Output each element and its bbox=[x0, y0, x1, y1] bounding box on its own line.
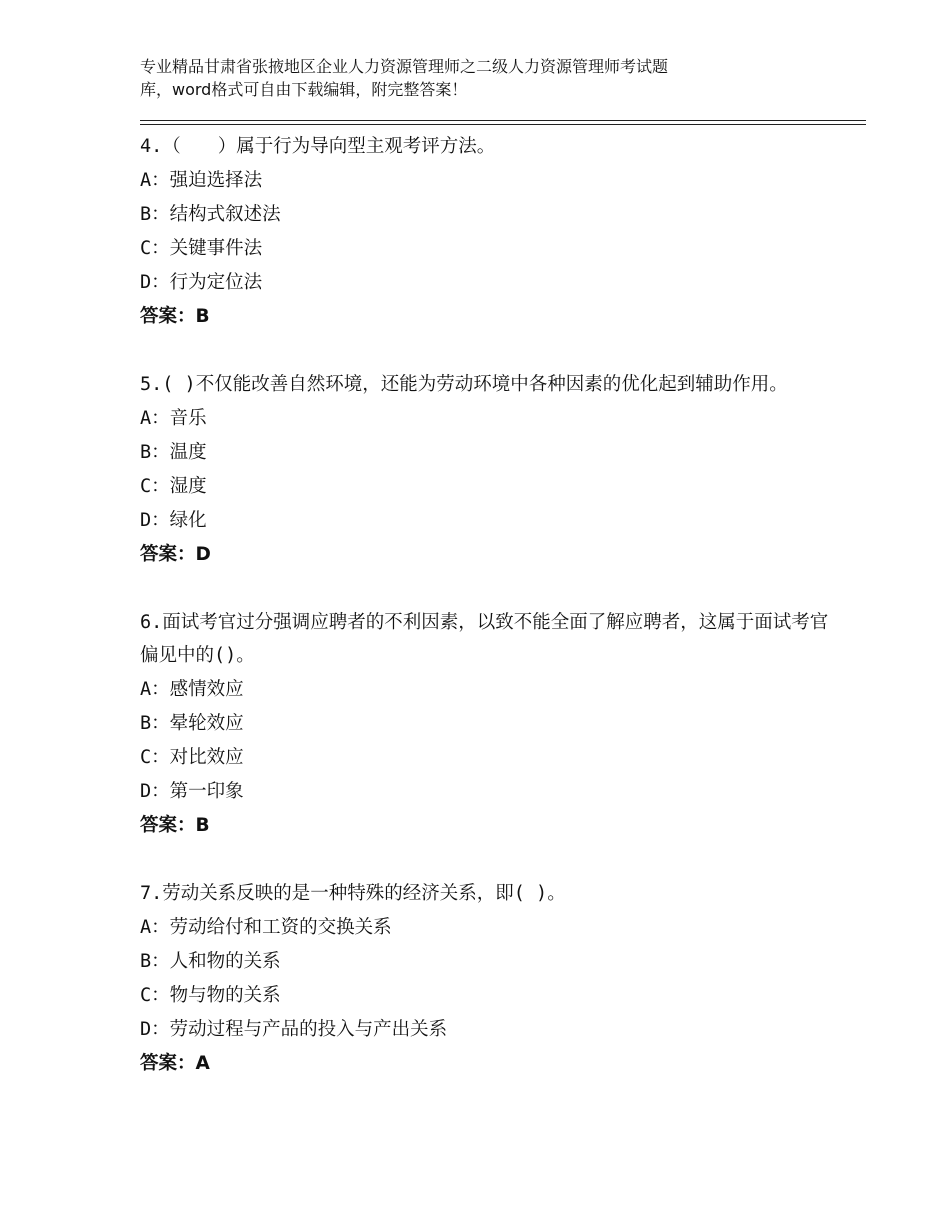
option-c: C：对比效应 bbox=[140, 747, 244, 768]
option-a: A：音乐 bbox=[140, 408, 207, 429]
option-d: D：绿化 bbox=[140, 510, 207, 531]
question-4 bbox=[140, 130, 840, 334]
option-a: A：感情效应 bbox=[140, 679, 244, 700]
option-b: B：温度 bbox=[140, 442, 207, 463]
document-header bbox=[140, 55, 800, 101]
header-title-line-2: 库，word格式可自由下载编辑，附完整答案！ bbox=[140, 80, 468, 99]
header-divider-top bbox=[140, 120, 866, 121]
question-list bbox=[140, 128, 840, 1115]
answer-label: 答案：B bbox=[140, 815, 210, 836]
option-b: B：结构式叙述法 bbox=[140, 204, 281, 225]
question-stem: 7.劳动关系反映的是一种特殊的经济关系，即( )。 bbox=[140, 883, 566, 904]
option-b: B：人和物的关系 bbox=[140, 951, 281, 972]
question-stem: 5.( )不仅能改善自然环境，还能为劳动环境中各种因素的优化起到辅助作用。 bbox=[140, 374, 788, 395]
answer-label: 答案：A bbox=[140, 1053, 210, 1074]
answer-label: 答案：D bbox=[140, 544, 211, 565]
option-a: A：强迫选择法 bbox=[140, 170, 263, 191]
option-c: C：关键事件法 bbox=[140, 238, 263, 259]
option-d: D：劳动过程与产品的投入与产出关系 bbox=[140, 1019, 448, 1040]
option-a: A：劳动给付和工资的交换关系 bbox=[140, 917, 392, 938]
option-d: D：第一印象 bbox=[140, 781, 244, 802]
question-5 bbox=[140, 368, 840, 572]
option-d: D：行为定位法 bbox=[140, 272, 263, 293]
question-6 bbox=[140, 606, 840, 843]
option-c: C：物与物的关系 bbox=[140, 985, 281, 1006]
question-7 bbox=[140, 877, 840, 1081]
answer-label: 答案：B bbox=[140, 306, 210, 327]
header-title-line-1: 专业精品甘肃省张掖地区企业人力资源管理师之二级人力资源管理师考试题 bbox=[140, 57, 669, 76]
option-c: C：湿度 bbox=[140, 476, 207, 497]
header-divider-bottom bbox=[140, 124, 866, 125]
option-b: B：晕轮效应 bbox=[140, 713, 244, 734]
question-stem: 6.面试考官过分强调应聘者的不利因素，以致不能全面了解应聘者，这属于面试考官偏见中的()。 bbox=[140, 612, 829, 666]
question-stem: 4.（ ）属于行为导向型主观考评方法。 bbox=[140, 136, 496, 157]
